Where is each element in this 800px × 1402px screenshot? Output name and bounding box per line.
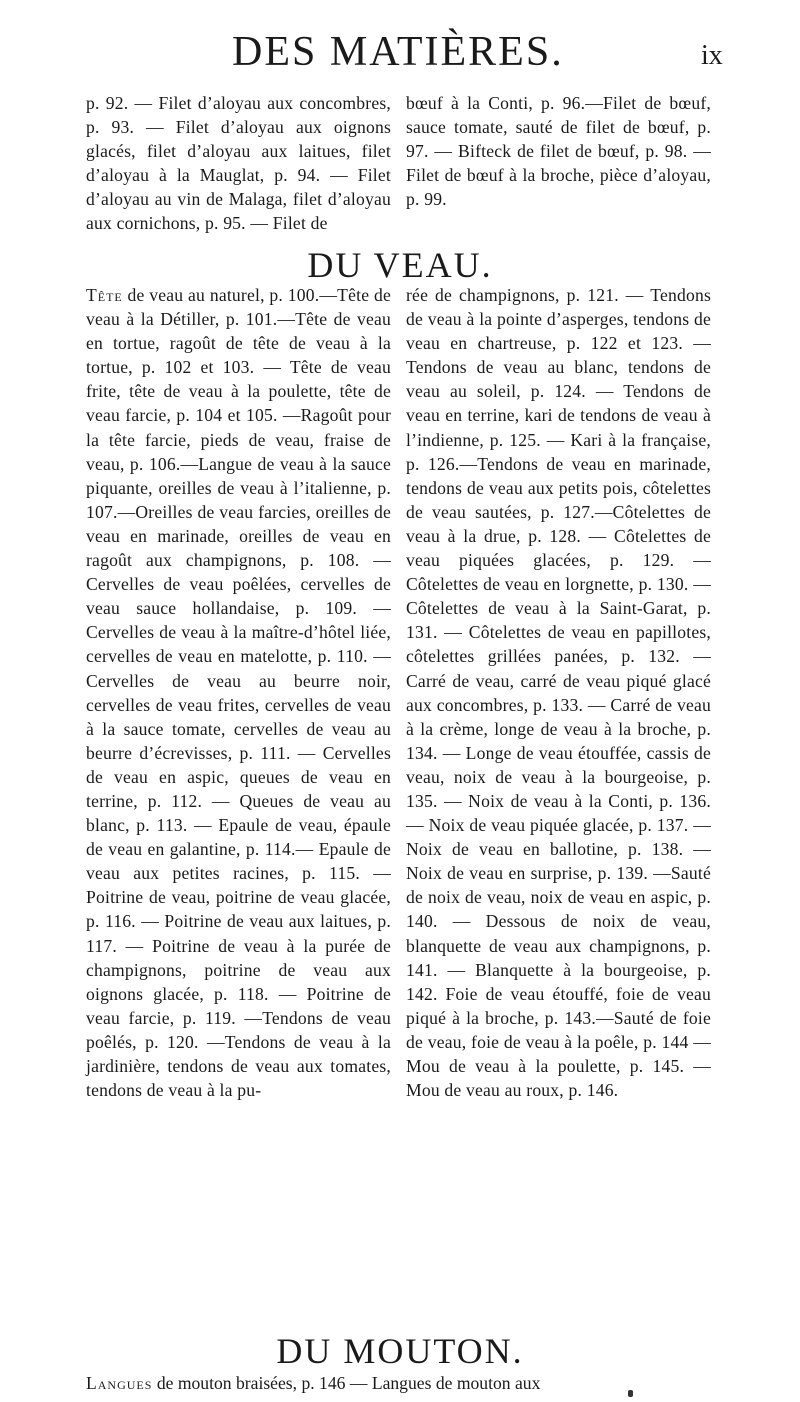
mouton-entries-text: de mouton braisées, p. 146 — Langues de mouton aux <box>152 1373 541 1393</box>
running-title: DES MATIÈRES. <box>232 29 564 75</box>
veau-lead-word: Tête <box>86 285 123 305</box>
veau-entries-left-text: de veau au naturel, p. 100.—Tête de veau à la Détiller, p. 101.—Tête de veau en tortue, ragoût de tête de veau à la tortue, p. 102 et 103. — Tête de veau frite, tête de veau à la poulette, tête de veau farcie, p. 104 et 105. —Ragoût pour la tête farcie, pieds de veau, fraise de veau, p. 106.—Langue de veau à la sauce piquante, oreilles de veau à l’italienne, p. 107.—Oreilles de veau farcies, oreilles de veau en marinade, oreilles de veau en ragoût aux champignons, p. 108. — Cervelles de veau poêlées, cervelles de veau sauce hollandaise, p. 109. — Cervelles de veau à la maître-d’hôtel liée, cervelles de veau en matelotte, p. 110. — Cervelles de veau au beurre noir, cervelles de veau frites, cervelles de veau à la sauce tomate, cervelles de veau au beurre d’écrevisses, p. 111. — Cervelles de veau en aspic, queues de veau en terrine, p. 112. — Queues de veau au blanc, p. 113. — Epaule de veau, épaule de veau en galantine, p. 114.— Epaule de veau aux petites racines, p. 115. —Poitrine de veau, poitrine de veau glacée, p. 116. — Poitrine de veau aux laitues, p. 117. — Poitrine de veau à la purée de champignons, poitrine de veau aux oignons glacée, p. 118. — Poitrine de veau farcie, p. 119. —Tendons de veau poêlés, p. 120. —Tendons de veau à la jardinière, tendons de veau aux tomates, tendons de veau à la pu- <box>86 285 391 1101</box>
page-number: ix <box>701 40 723 71</box>
section-heading-veau: DU VEAU. <box>307 245 493 285</box>
veau-entries-left <box>86 283 391 1102</box>
section-heading-mouton: DU MOUTON. <box>276 1331 524 1371</box>
ink-speck <box>628 1390 633 1397</box>
mouton-lead-word: Langues <box>86 1373 153 1393</box>
boeuf-entries-right: bœuf à la Conti, p. 96.—Filet de bœuf, sauce tomate, sauté de filet de bœuf, p. 97. — Bifteck de filet de bœuf, p. 98. — Filet de bœuf à la broche, pièce d’aloyau, p. 99. <box>406 93 711 210</box>
boeuf-entries-left: p. 92. — Filet d’aloyau aux concombres, p. 93. — Filet d’aloyau aux oignons glacés, filet d’aloyau aux laitues, filet d’aloyau à la Mauglat, p. 94. — Filet d’aloyau au vin de Malaga, filet d’aloyau aux cornichons, p. 95. — Filet de <box>86 93 391 234</box>
veau-entries-right: rée de champignons, p. 121. — Tendons de veau à la pointe d’asperges, tendons de veau en chartreuse, p. 122 et 123. — Tendons de veau au blanc, tendons de veau au soleil, p. 124. — Tendons de veau en terrine, kari de tendons de veau à l’indienne, p. 125. — Kari à la française, p. 126.—Tendons de veau en marinade, tendons de veau aux petits pois, côtelettes de veau sautées, p. 127.—Côtelettes de veau à la drue, p. 128. — Côtelettes de veau piquées glacées, p. 129. — Côtelettes de veau en lorgnette, p. 130. — Côtelettes de veau à la Saint-Garat, p. 131. — Côtelettes de veau en papillotes, côtelettes grillées panées, p. 132. — Carré de veau, carré de veau piqué glacé aux concombres, p. 133. — Carré de veau à la crème, longe de veau à la broche, p. 134. — Longe de veau étouffée, cassis de veau, noix de veau à la bourgeoise, p. 135. — Noix de veau à la Conti, p. 136. — Noix de veau piquée glacée, p. 137. — Noix de veau en ballotine, p. 138. — Noix de veau en surprise, p. 139. —Sauté de noix de veau, noix de veau en aspic, p. 140. — Dessous de noix de veau, blanquette de veau aux champignons, p. 141. — Blanquette à la bourgeoise, p. 142. Foie de veau étouffé, foie de veau piqué à la broche, p. 143.—Sauté de foie de veau, foie de veau à la poêle, p. 144 —Mou de veau à la poulette, p. 145. — Mou de veau au roux, p. 146. <box>406 285 711 1101</box>
page-header <box>0 28 800 88</box>
mouton-entries <box>86 1373 540 1394</box>
